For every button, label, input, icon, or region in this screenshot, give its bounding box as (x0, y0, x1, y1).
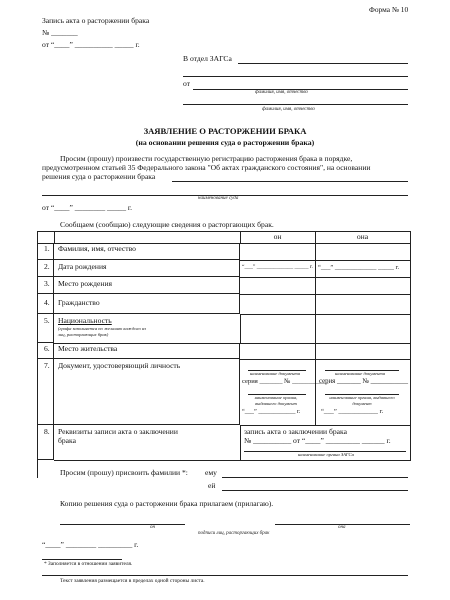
organ-caption: наименование органа ЗАГСа (298, 452, 354, 457)
issue-date: “___” ____________ г. (242, 408, 301, 415)
her-surname-line[interactable] (222, 490, 408, 491)
doc-caption: наименование документа (250, 371, 301, 376)
info-intro: Сообщаем (сообщаю) следующие сведения о расторгающих брак. (60, 220, 274, 229)
form-subtitle: (на основании решения суда о расторжении брака) (135, 138, 315, 147)
registry-name-line[interactable] (238, 63, 408, 64)
she-residence-cell[interactable] (315, 343, 411, 360)
table-row-label: Дата рождения (54, 260, 240, 277)
she-birthplace-cell[interactable] (315, 277, 411, 295)
he-fio-cell[interactable] (240, 243, 316, 261)
form-number: Форма № 10 (369, 5, 409, 14)
him-surname-line[interactable] (222, 477, 408, 478)
table-row-num: 1. (38, 243, 54, 260)
table-row-label-line-2: брака (58, 436, 76, 445)
table-row-num: 5. (38, 314, 54, 343)
table-row-num: 2. (38, 260, 54, 277)
issuer-caption: наименование органа, выдавшего документ (254, 395, 298, 406)
table-row-label: Документ, удостоверяющий личность (54, 359, 240, 425)
table-row-label: Место рождения (54, 277, 240, 294)
she-nationality-cell[interactable] (315, 314, 411, 344)
he-residence-cell[interactable] (240, 343, 316, 360)
table-row-label: Реквизиты записи акта о заключении (58, 427, 178, 436)
record-number: № _______ (42, 28, 78, 37)
issuer-caption: наименование органа, выдавшего документ (329, 395, 395, 406)
table-row-label: Национальность (58, 316, 112, 325)
nationality-cell (54, 314, 241, 344)
marriage-record-number: № __________ от “____” _________ ______ г. (244, 436, 391, 445)
info-table (37, 231, 411, 478)
court-decision-date: от “____” ________ _____ г. (42, 203, 133, 212)
court-caption: наименование суда (198, 196, 239, 201)
table-row-num: 8. (38, 425, 54, 460)
record-title: Запись акта о расторжении брака (42, 16, 150, 25)
she-dob-cell[interactable]: “___” _____________ _____ г. (315, 260, 411, 278)
signature-him-caption: он (150, 525, 155, 530)
request-para-line-1: Просим (прошу) произвести государственную регистрацию расторжения брака в порядке, (60, 154, 353, 163)
surname-request: Просим (прошу) присвоить фамилии *: (60, 468, 188, 477)
she-fio-cell[interactable] (315, 243, 411, 261)
to-him-label: ему (205, 468, 217, 477)
fio-caption-1: фамилия, имя, отчество (255, 90, 308, 95)
column-he: он (240, 232, 316, 244)
marriage-record-label-cell (54, 425, 241, 461)
doc-series: серия _______ № ___________ (319, 378, 409, 385)
nationality-note: (графа заполняется по желанию каждого из лиц, расторгающих брак) (58, 326, 146, 337)
footer-separator (42, 575, 408, 576)
she-id-document-cell[interactable] (315, 359, 411, 426)
marriage-record-title: запись акта о заключении брака (244, 427, 347, 436)
footnote-separator (42, 559, 122, 560)
he-nationality-cell[interactable] (240, 314, 316, 344)
table-row-num: 4. (38, 294, 54, 314)
marriage-record-cell[interactable] (240, 425, 411, 461)
table-row-label: Фамилия, имя, отчество (54, 243, 240, 260)
column-she: она (315, 232, 411, 244)
fio-caption-2: фамилия, имя, отчество (262, 107, 315, 112)
record-date: от “____” __________ _____ г. (42, 40, 140, 49)
doc-series: серия _______ № ___________ (242, 378, 329, 385)
table-row-label: Место жительства (54, 343, 240, 359)
table-row-num: 6. (38, 343, 54, 359)
to-her-label: ей (208, 481, 216, 490)
signatures-caption: подписи лиц, расторгающих брак (198, 531, 270, 536)
he-id-document-cell[interactable] (240, 359, 329, 426)
he-citizenship-cell[interactable] (240, 294, 316, 315)
signature-her-caption: она (338, 525, 346, 530)
issue-date: “___” ____________ г. (321, 408, 384, 415)
table-row-label: Гражданство (54, 294, 240, 314)
he-birthplace-cell[interactable] (240, 277, 316, 295)
form-title: ЗАЯВЛЕНИЕ О РАСТОРЖЕНИИ БРАКА (143, 126, 307, 136)
request-para-line-3: решения суда о расторжении брака (42, 172, 156, 181)
from-label: от (183, 79, 191, 88)
registry-name-line-2[interactable] (183, 76, 408, 77)
footer-note: Текст заявления размещается в пределах одной стороны листа. (60, 578, 205, 584)
application-date: “____” ________ _________ г. (42, 540, 139, 549)
copy-attached: Копию решения суда о расторжении брака прилагаем (прилагаю). (60, 499, 274, 508)
she-citizenship-cell[interactable] (315, 294, 411, 315)
he-dob-cell[interactable]: “___” _____________ _____ г. (240, 260, 316, 278)
applicant-2-line[interactable] (183, 104, 408, 105)
table-row-num: 3. (38, 277, 54, 294)
footnote: * Заполняется в отношении заявителя. (44, 561, 133, 567)
court-name-line[interactable] (172, 181, 408, 182)
request-para-line-2: предусмотренном статьей 35 Федерального закона "Об актах гражданского состояния", на основании (42, 163, 371, 172)
to-registry-label: В отдел ЗАГСа (183, 54, 232, 63)
doc-caption: наименование документа (335, 371, 386, 376)
signature-him-line[interactable] (60, 524, 185, 525)
table-row-num: 7. (38, 359, 54, 425)
